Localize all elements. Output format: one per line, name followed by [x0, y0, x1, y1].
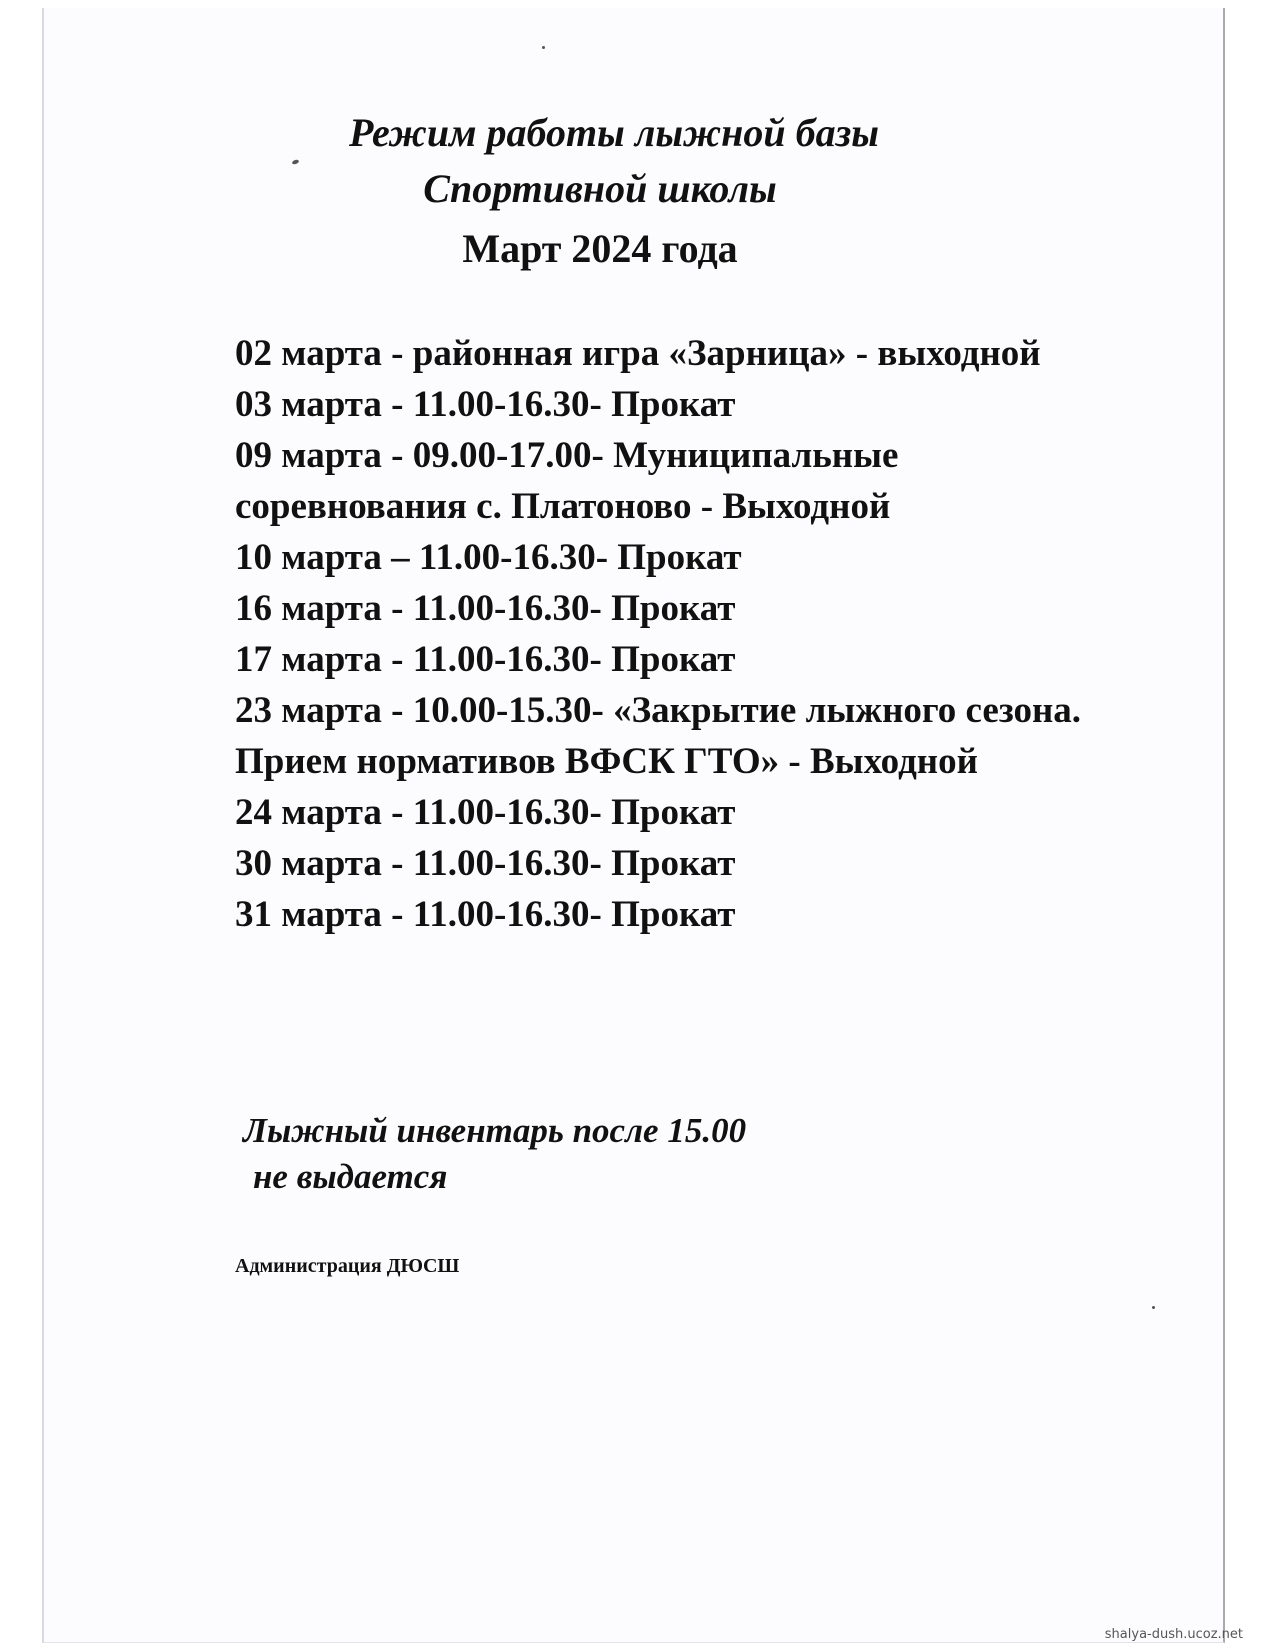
- scan-speck: [292, 159, 300, 165]
- schedule-entry: 23 марта - 10.00-15.30- «Закрытие лыжного сезона. Прием нормативов ВФСК ГТО» - Выходной: [235, 690, 1082, 782]
- note-line-2: не выдается: [253, 1157, 448, 1196]
- title-line-1: Режим работы лыжной базы: [349, 110, 879, 155]
- signature: Администрация ДЮСШ: [235, 1255, 460, 1277]
- schedule-entry: 17 марта - 11.00-16.30- Прокат: [235, 639, 736, 680]
- schedule-entry: 03 марта - 11.00-16.30- Прокат: [235, 384, 736, 425]
- scan-speck: [1152, 1306, 1155, 1309]
- schedule-entry: 31 марта - 11.00-16.30- Прокат: [235, 894, 736, 935]
- schedule-entry: 02 марта - районная игра «Зарница» - выходной: [235, 333, 1041, 374]
- schedule-entry: 09 марта - 09.00-17.00- Муниципальные соревнования с. Платоново - Выходной: [235, 435, 899, 527]
- equipment-note: [243, 1108, 943, 1200]
- watermark: shalya-dush.ucoz.net: [1104, 1627, 1243, 1642]
- schedule-entry: 10 марта – 11.00-16.30- Прокат: [235, 537, 742, 578]
- schedule-entry: 24 марта - 11.00-16.30- Прокат: [235, 792, 736, 833]
- schedule-entry: 16 марта - 11.00-16.30- Прокат: [235, 588, 736, 629]
- schedule-list: [235, 328, 1115, 940]
- scan-speck: [542, 46, 545, 49]
- title-line-3: Март 2024 года: [462, 226, 738, 271]
- schedule-entry: 30 марта - 11.00-16.30- Прокат: [235, 843, 736, 884]
- note-line-1: Лыжный инвентарь после 15.00: [243, 1111, 747, 1150]
- document-title: [300, 105, 900, 281]
- title-line-2: Спортивной школы: [423, 166, 777, 211]
